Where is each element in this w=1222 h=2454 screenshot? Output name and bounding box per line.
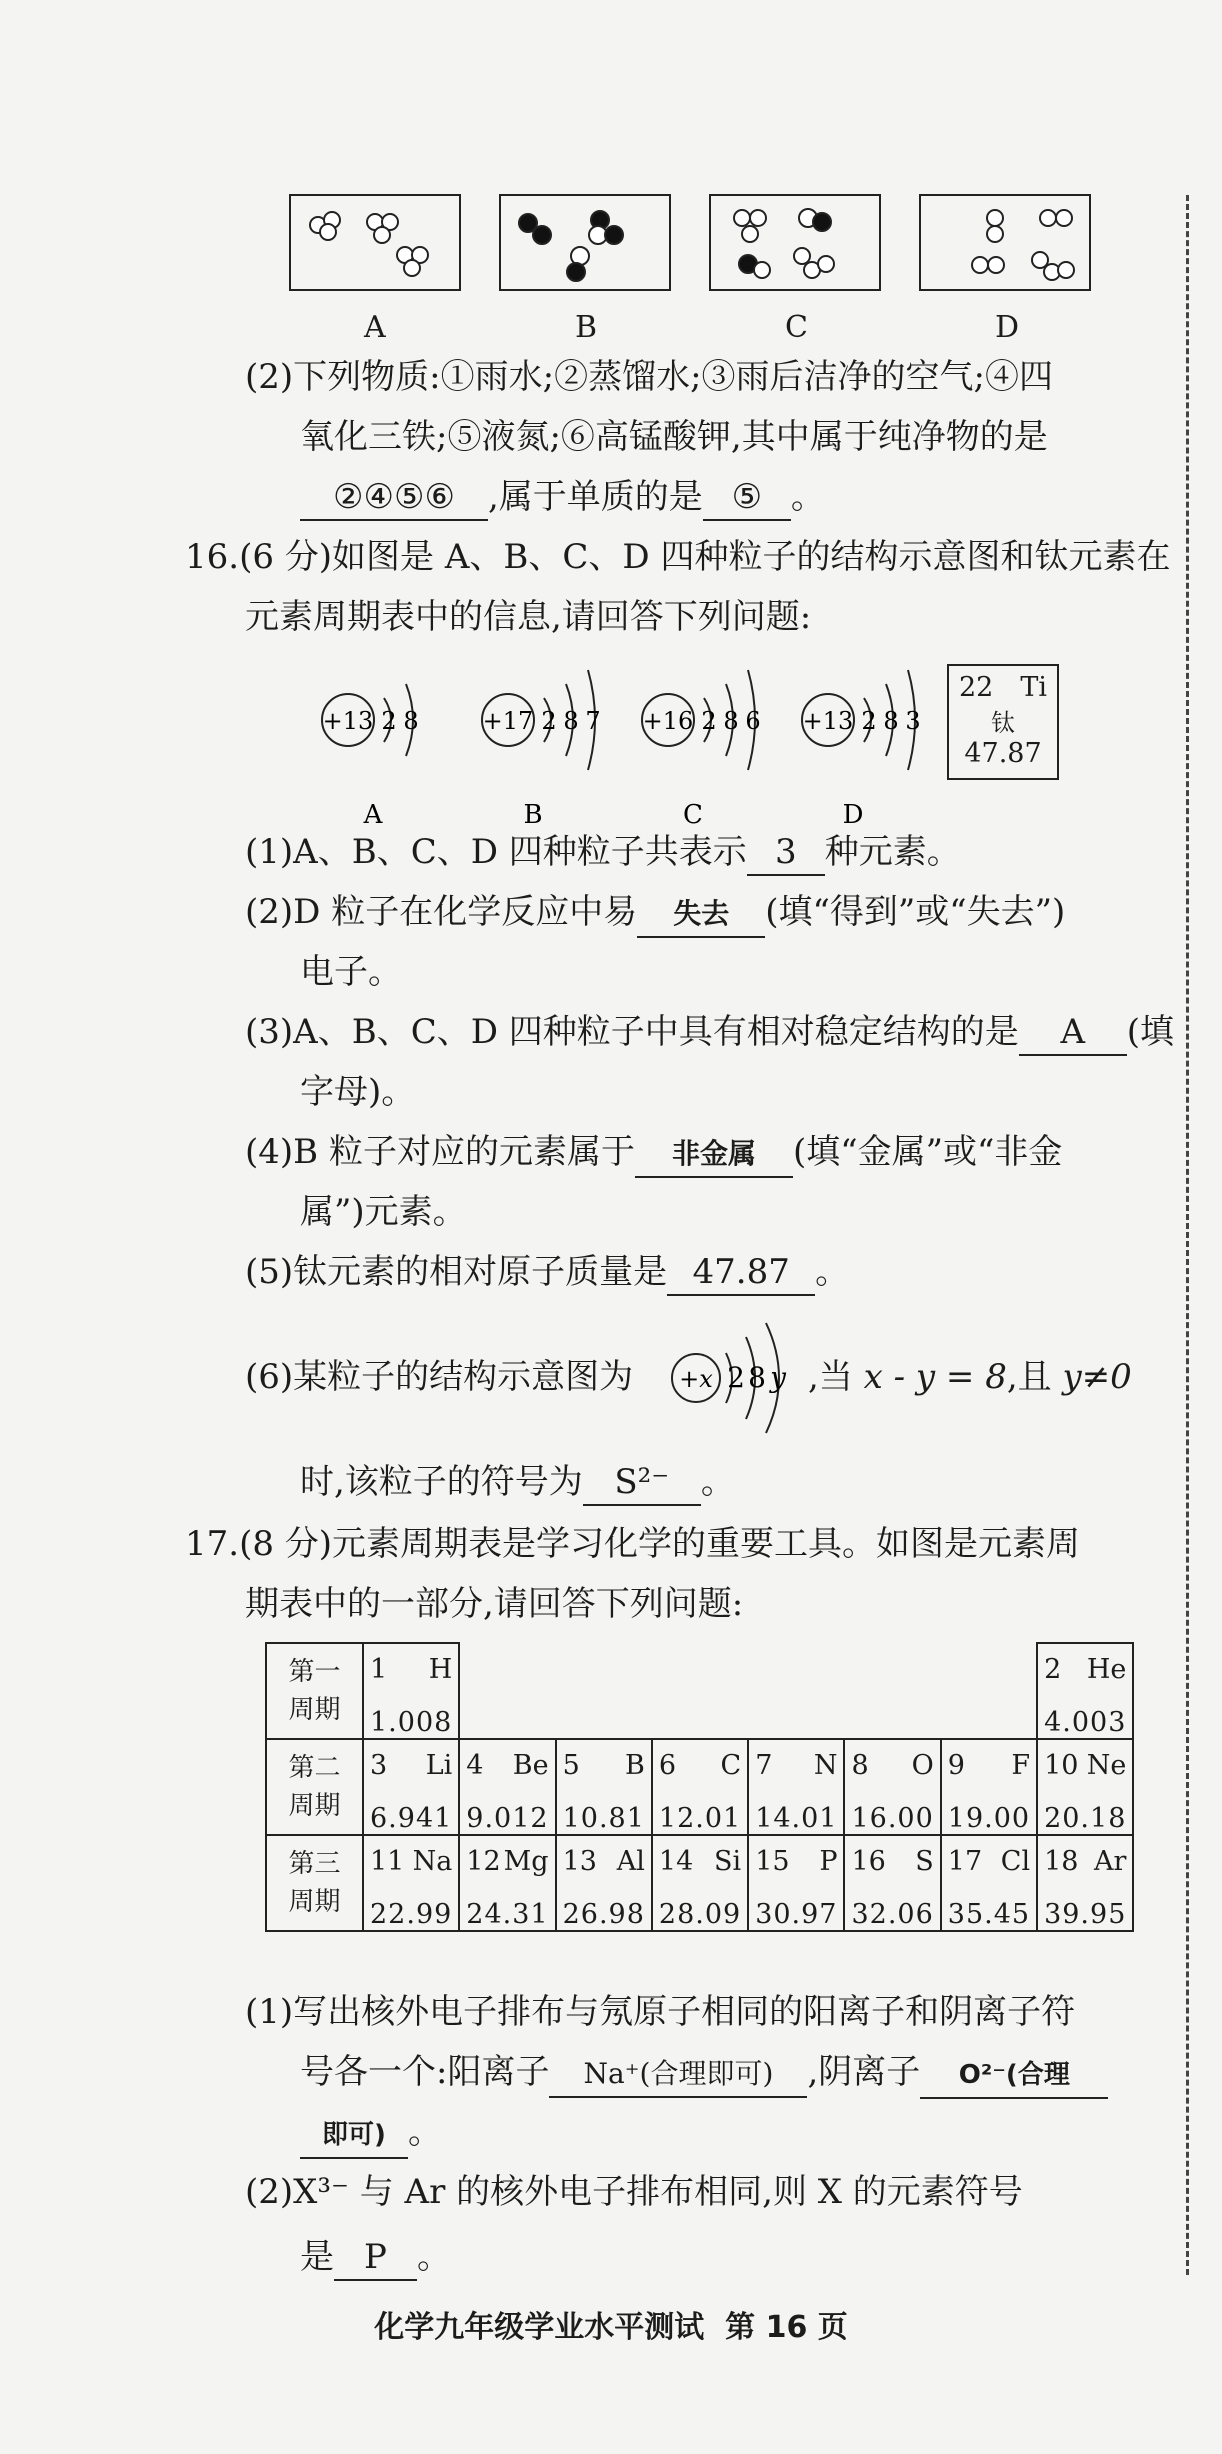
electron-count: 8 <box>403 707 419 735</box>
period-label-line: 第一 <box>288 1657 341 1687</box>
q17-1-line2: 号各一个:阳离子 Na⁺(合理即可) ,阴离子 O²⁻(合理 <box>300 2050 1108 2099</box>
element-cell <box>844 1739 940 1835</box>
period-row <box>266 1835 1133 1931</box>
element-cell <box>556 1835 652 1931</box>
element-cell <box>844 1835 940 1931</box>
molecule-label-b: B <box>575 310 598 345</box>
atomic-mass: 1.008 <box>370 1707 453 1738</box>
molecule-label-d: D <box>995 310 1020 345</box>
atomic-number: 5 <box>562 1750 580 1781</box>
atomic-number: 11 <box>370 1846 405 1877</box>
q16-4: (4)B 粒子对应的元素属于 非金属 (填“金属”或“非金 <box>245 1130 1062 1178</box>
atomic-number: 3 <box>370 1750 388 1781</box>
electron-count: 8 <box>883 707 899 735</box>
period-row <box>266 1643 1133 1739</box>
atomic-mass: 20.18 <box>1044 1803 1127 1834</box>
q16-4-line2: 属”)元素。 <box>300 1192 467 1232</box>
atomic-mass: 32.06 <box>851 1899 934 1930</box>
element-cell <box>941 1739 1037 1835</box>
atomic-mass: 12.01 <box>658 1803 742 1834</box>
q15-2-line2: 氧化三铁;⑤液氮;⑥高锰酸钾,其中属于纯净物的是 <box>300 417 1048 457</box>
atomic-number: 4 <box>466 1750 484 1781</box>
q16-4-answer: 非金属 <box>635 1132 793 1178</box>
atomic-mass: 30.97 <box>755 1899 838 1930</box>
element-cell <box>652 1835 748 1931</box>
element-cell <box>363 1835 459 1931</box>
electron-count: 2 <box>541 707 557 735</box>
q17-1-line3: 即可) 。 <box>300 2110 442 2159</box>
nucleus-charge: +13 <box>322 707 374 735</box>
nucleus-charge: +13 <box>802 707 854 735</box>
particle-label: D <box>842 800 864 830</box>
q17-1-anion-answer-cont: 即可) <box>300 2113 408 2159</box>
element-symbol: Ne <box>1086 1750 1127 1781</box>
element-symbol: O <box>911 1750 934 1781</box>
q16-3-answer: A <box>1019 1010 1127 1056</box>
element-symbol: Cl <box>1000 1846 1031 1877</box>
q17-2-line2: 是 P 。 <box>300 2235 451 2281</box>
atomic-number: 8 <box>851 1750 869 1781</box>
electron-count: 2 <box>701 707 717 735</box>
molecule-figure <box>280 190 1100 310</box>
q16-6-line2: 时,该粒子的符号为 S²⁻ 。 <box>300 1460 735 1506</box>
q16-3: (3)A、B、C、D 四种粒子中具有相对稳定结构的是 A (填 <box>245 1010 1174 1056</box>
element-cell <box>1037 1835 1133 1931</box>
element-symbol: Li <box>425 1750 453 1781</box>
atomic-number: 17 <box>947 1846 983 1877</box>
element-symbol: N <box>813 1750 838 1781</box>
atomic-mass: 39.95 <box>1044 1899 1127 1930</box>
atomic-mass: 26.98 <box>562 1899 645 1930</box>
unknown-shell-3: y <box>770 1361 786 1394</box>
atomic-number: 2 <box>1044 1654 1062 1685</box>
molecule-label-a: A <box>364 310 386 345</box>
particle-label: C <box>683 800 703 830</box>
element-symbol: Al <box>616 1846 645 1877</box>
element-symbol: Be <box>512 1750 549 1781</box>
q15-2-mid: ,属于单质的是 <box>488 477 703 517</box>
atomic-number: 6 <box>658 1750 677 1781</box>
ti-mass: 47.87 <box>964 738 1042 769</box>
q17-1-line1: (1)写出核外电子排布与氖原子相同的阳离子和阴离子符 <box>245 1992 1076 2032</box>
atomic-mass: 14.01 <box>755 1803 838 1834</box>
ti-atomic-number: 22 <box>959 672 994 703</box>
q16-2: (2)D 粒子在化学反应中易 失去 (填“得到”或“失去”) <box>245 890 1065 938</box>
element-symbol: P <box>819 1846 838 1877</box>
q16-2-answer: 失去 <box>637 892 765 938</box>
atomic-mass: 6.941 <box>370 1803 453 1834</box>
atomic-mass: 10.81 <box>562 1803 645 1834</box>
q16-6-condition: ,当 x - y = 8,且 y≠0 <box>808 1357 1132 1397</box>
element-symbol: S <box>915 1846 934 1877</box>
element-cell <box>1037 1643 1133 1739</box>
q17-stem-line1: 17.(8 分)元素周期表是学习化学的重要工具。如图是元素周 <box>185 1524 1081 1564</box>
q17-2-line1: (2)X³⁻ 与 Ar 的核外电子排布相同,则 X 的元素符号 <box>245 2172 1023 2212</box>
q15-2-line3 <box>300 475 825 521</box>
element-cell <box>459 1835 555 1931</box>
molecule-box-c <box>710 195 880 290</box>
q16-6-pre: (6)某粒子的结构示意图为 <box>245 1357 634 1397</box>
q16-6-answer: S²⁻ <box>583 1460 701 1506</box>
particle-c <box>642 670 761 830</box>
element-symbol: Mg <box>503 1846 549 1877</box>
atomic-mass: 24.31 <box>466 1899 549 1930</box>
period-label-line: 第二 <box>288 1753 341 1783</box>
empty-region <box>459 1643 1037 1739</box>
atomic-mass: 35.45 <box>947 1899 1031 1930</box>
atomic-number: 18 <box>1044 1846 1079 1877</box>
q15-2-answer2: ⑤ <box>703 475 791 521</box>
element-symbol: Na <box>412 1846 453 1877</box>
element-symbol: He <box>1086 1654 1127 1685</box>
atomic-number: 10 <box>1044 1750 1079 1781</box>
electron-count: 3 <box>905 707 921 735</box>
q15-2-answer1: ②④⑤⑥ <box>300 475 488 521</box>
atomic-number: 12 <box>466 1846 501 1877</box>
element-symbol: H <box>428 1654 453 1685</box>
particle-label: B <box>523 800 543 830</box>
electron-count: 6 <box>745 707 761 735</box>
q16-2-line2: 电子。 <box>300 952 402 992</box>
element-cell <box>556 1739 652 1835</box>
period-label-line: 周期 <box>288 1695 341 1725</box>
period-row <box>266 1739 1133 1835</box>
margin-dashed-rule <box>1186 195 1189 2275</box>
q17-1-anion-answer: O²⁻(合理 <box>920 2053 1108 2099</box>
particle-d <box>802 670 921 830</box>
q16-stem-line2: 元素周期表中的信息,请回答下列问题: <box>245 597 812 637</box>
atomic-mass: 16.00 <box>851 1803 934 1834</box>
atomic-number: 1 <box>370 1654 388 1685</box>
element-symbol: Si <box>714 1846 742 1877</box>
q17-1-cation-answer: Na⁺(合理即可) <box>549 2052 807 2098</box>
atomic-number: 16 <box>851 1846 886 1877</box>
q15-2-line1: (2)下列物质:①雨水;②蒸馏水;③雨后洁净的空气;④四 <box>245 357 1053 397</box>
element-cell <box>748 1739 844 1835</box>
electron-count: 8 <box>723 707 739 735</box>
q16-stem-line1: 16.(6 分)如图是 A、B、C、D 四种粒子的结构示意图和钛元素在 <box>185 537 1171 577</box>
footer-page: 第 16 页 <box>725 2310 848 2345</box>
period-label <box>266 1835 363 1931</box>
unknown-nucleus: +x <box>679 1365 713 1393</box>
particle-a <box>322 684 419 830</box>
q16-3-line2: 字母)。 <box>300 1072 416 1112</box>
element-cell <box>459 1739 555 1835</box>
electron-count: 2 <box>861 707 877 735</box>
period-label-line: 周期 <box>288 1791 341 1821</box>
electron-count: 2 <box>381 707 397 735</box>
element-symbol: F <box>1011 1750 1031 1781</box>
element-symbol: B <box>625 1750 645 1781</box>
atomic-mass: 19.00 <box>947 1803 1031 1834</box>
element-symbol: C <box>720 1750 742 1781</box>
period-label <box>266 1739 363 1835</box>
periodic-table <box>265 1642 1134 1932</box>
period-label-line: 第三 <box>288 1849 341 1879</box>
molecule-label-c: C <box>785 310 808 345</box>
period-label <box>266 1643 363 1739</box>
atomic-number: 9 <box>947 1750 965 1781</box>
nucleus-charge: +16 <box>642 707 694 735</box>
unknown-particle-diagram <box>668 1315 818 1445</box>
element-cell <box>652 1739 748 1835</box>
footer-title: 化学九年级学业水平测试 <box>374 2310 705 2345</box>
atomic-mass: 22.99 <box>370 1899 453 1930</box>
unknown-shell-1: 2 <box>727 1361 745 1394</box>
atomic-number: 13 <box>562 1846 597 1877</box>
q16-5-answer: 47.87 <box>667 1250 815 1296</box>
q16-6-cond2: y≠0 <box>1062 1357 1132 1397</box>
q16-1: (1)A、B、C、D 四种粒子共表示 3 种元素。 <box>245 830 961 876</box>
electron-count: 8 <box>563 707 579 735</box>
electron-count: 7 <box>585 707 601 735</box>
ti-symbol: Ti <box>1020 672 1047 703</box>
element-cell <box>363 1643 459 1739</box>
element-cell <box>363 1739 459 1835</box>
atomic-mass: 4.003 <box>1044 1707 1127 1738</box>
particle-label: A <box>363 800 383 830</box>
element-cell <box>1037 1739 1133 1835</box>
atomic-number: 7 <box>755 1750 773 1781</box>
element-cell <box>748 1835 844 1931</box>
page-footer <box>0 2302 1222 2346</box>
nucleus-charge: +17 <box>482 707 534 735</box>
q16-1-answer: 3 <box>747 830 825 876</box>
ti-name: 钛 <box>991 709 1015 737</box>
atomic-mass: 28.09 <box>658 1899 742 1930</box>
q16-6-cond1: x - y = 8 <box>863 1357 1007 1397</box>
element-cell <box>941 1835 1037 1931</box>
titanium-element-card <box>947 664 1059 780</box>
molecule-box-a <box>290 195 460 290</box>
unknown-shell-2: 8 <box>748 1361 766 1394</box>
q17-stem-line2: 期表中的一部分,请回答下列问题: <box>245 1584 744 1624</box>
q16-5: (5)钛元素的相对原子质量是 47.87 。 <box>245 1250 849 1296</box>
q17-2-answer: P <box>334 2235 417 2281</box>
particle-b <box>482 670 601 830</box>
atomic-mass: 9.012 <box>466 1803 549 1834</box>
q15-2-end: 。 <box>790 477 825 517</box>
period-label-line: 周期 <box>288 1887 341 1917</box>
atomic-number: 14 <box>658 1846 694 1877</box>
atomic-number: 15 <box>755 1846 790 1877</box>
element-symbol: Ar <box>1093 1846 1127 1877</box>
